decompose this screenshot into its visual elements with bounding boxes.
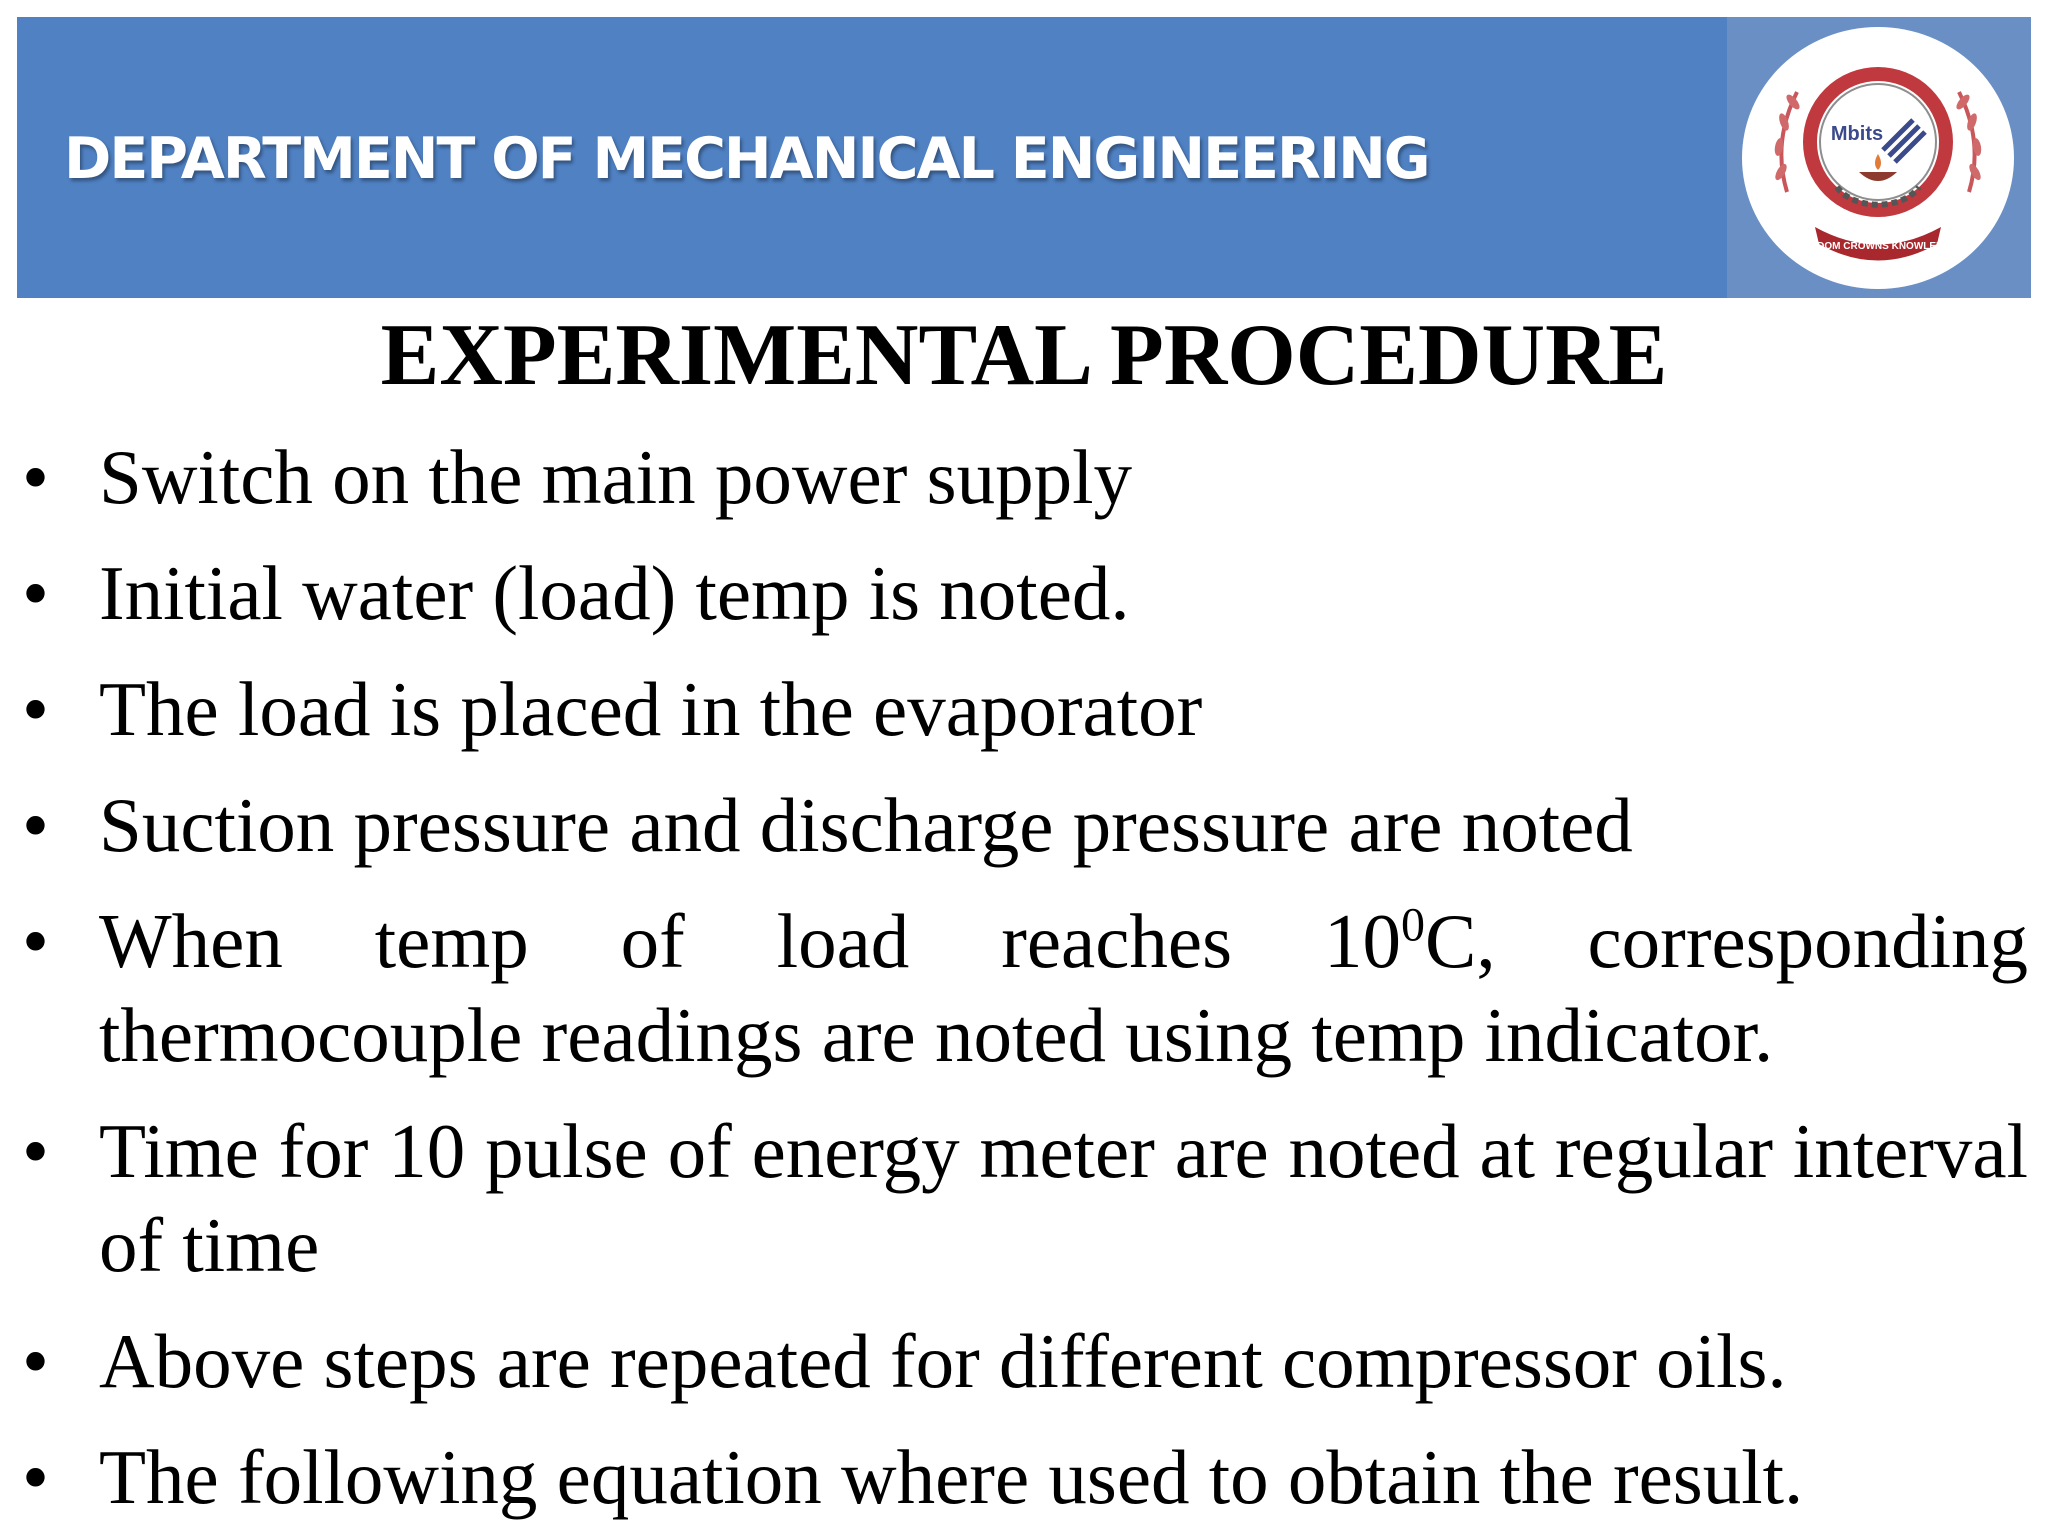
list-item: [0, 662, 2048, 756]
logo-name: Mbits: [1830, 123, 1884, 145]
step-text: Switch on the main power supply: [99, 434, 1132, 520]
bullet-icon: •: [22, 1108, 49, 1194]
step-text-after: C, corresponding thermocouple readings are noted using temp indicator.: [99, 898, 2028, 1078]
logo-motto: WISDOM CROWNS KNOWLEDGE: [1798, 241, 1958, 252]
list-item: [0, 1104, 2048, 1292]
bullet-icon: •: [22, 550, 49, 636]
list-item: [0, 1430, 2048, 1524]
step-text-before: When temp of load reaches 10: [99, 898, 1401, 984]
bullet-icon: •: [22, 434, 49, 520]
bullet-icon: •: [22, 898, 49, 984]
list-item: [0, 546, 2048, 640]
degree-superscript: 0: [1400, 898, 1425, 952]
list-item: [0, 778, 2048, 872]
logo-panel: [1727, 17, 2031, 298]
bullet-icon: •: [22, 666, 49, 752]
college-logo: [1737, 22, 2019, 294]
list-item: [0, 1314, 2048, 1408]
department-title: DEPARTMENT OF MECHANICAL ENGINEERING: [64, 126, 1429, 192]
bullet-icon: •: [22, 1434, 49, 1520]
step-text: Initial water (load) temp is noted.: [99, 550, 1130, 636]
step-text: Time for 10 pulse of energy meter are noted at regular interval of time: [99, 1108, 2028, 1288]
step-text: Suction pressure and discharge pressure are noted: [99, 782, 1633, 868]
list-item: [0, 430, 2048, 524]
slide-title: EXPERIMENTAL PROCEDURE: [380, 307, 1668, 404]
bullet-icon: •: [22, 1318, 49, 1404]
bullet-icon: •: [22, 782, 49, 868]
step-text: The load is placed in the evaporator: [99, 666, 1203, 752]
step-text: The following equation where used to obtain the result.: [99, 1434, 1804, 1520]
list-item: [0, 894, 2048, 1082]
step-text: Above steps are repeated for different compressor oils.: [99, 1318, 1787, 1404]
procedure-steps-list: [0, 430, 2048, 1536]
